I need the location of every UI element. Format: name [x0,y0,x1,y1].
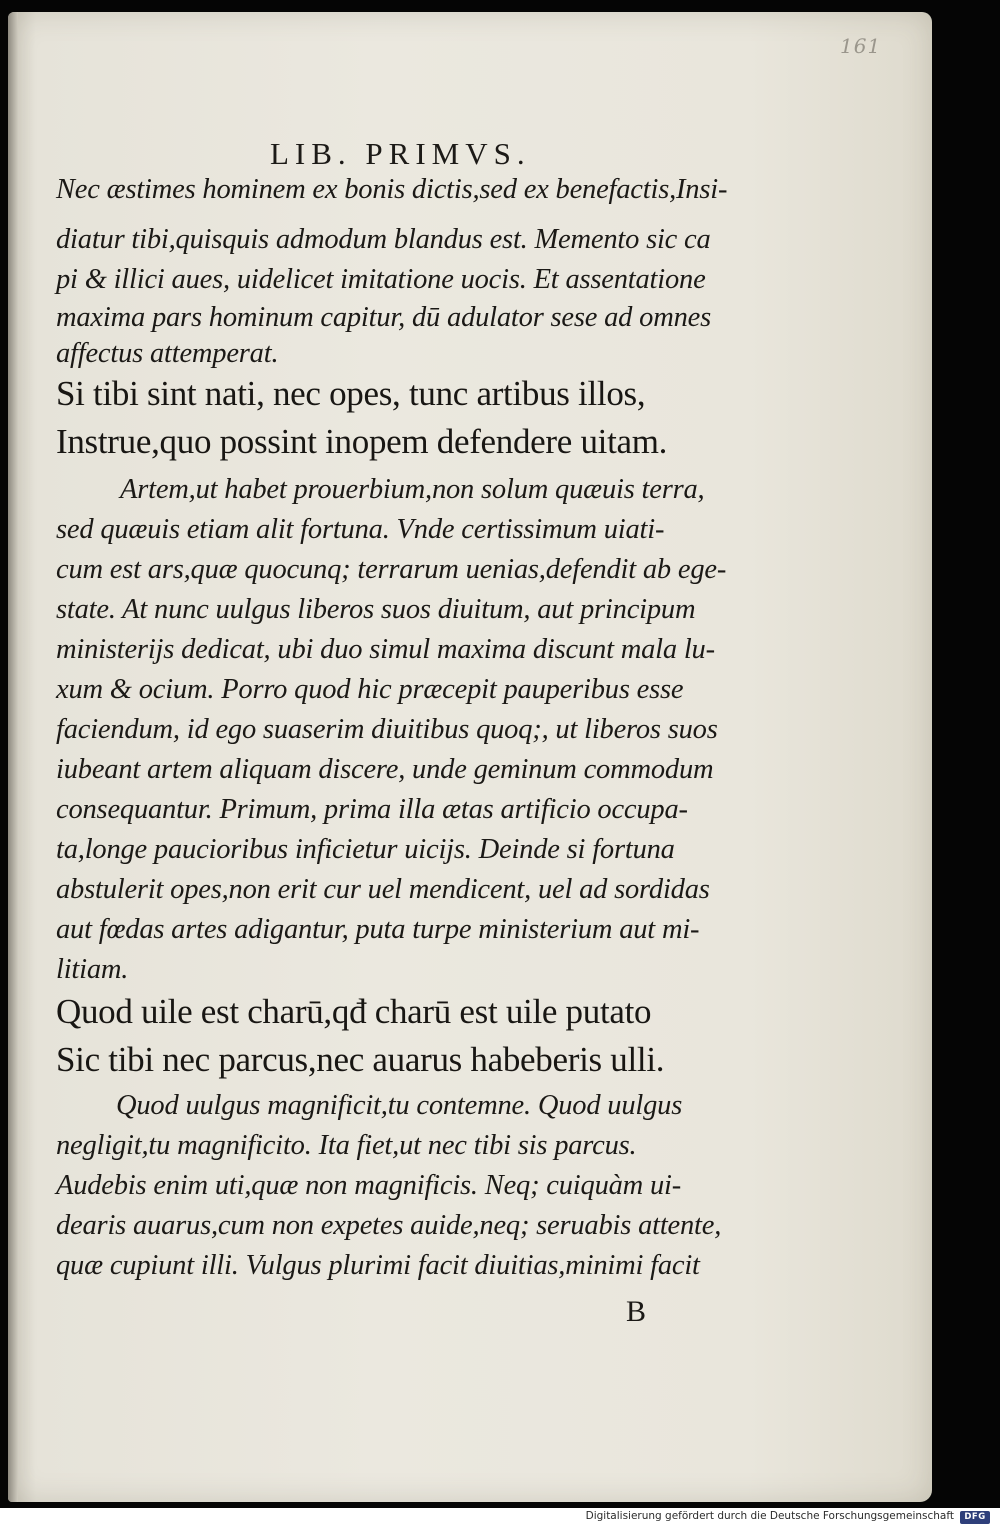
page-gutter [8,12,18,1502]
text-line: quæ cupiunt illi. Vulgus plurimi facit diuitias,minimi facit [56,1250,700,1281]
digitization-credit: Digitalisierung gefördert durch die Deutsche Forschungsgemeinschaft [585,1510,954,1522]
text-line: sed quæuis etiam alit fortuna. Vnde certissimum uiati- [56,514,665,545]
verse-line: Quod uile est charū,qđ charū est uile putato [56,992,652,1031]
text-line: affectus attemperat. [56,338,279,369]
text-line: aut fœdas artes adigantur, puta turpe ministerium aut mi- [56,914,700,945]
text-line: Artem,ut habet prouerbium,non solum quæuis terra, [120,474,705,505]
dfg-logo-icon: DFG [960,1511,990,1524]
text-line: consequantur. Primum, prima illa ætas artificio occupa- [56,794,688,825]
text-line: xum & ocium. Porro quod hic præcepit pauperibus esse [56,674,684,705]
text-line: abstulerit opes,non erit cur uel mendicent, uel ad sordidas [56,874,710,905]
text-line: pi & illici aues, uidelicet imitatione uocis. Et assentatione [56,264,706,295]
text-line: Nec æstimes hominem ex bonis dictis,sed ex benefactis,Insi- [56,174,728,205]
text-line: faciendum, id ego suaserim diuitibus quoq;, ut liberos suos [56,714,718,745]
text-line: state. At nunc uulgus liberos suos diuitum, aut principum [56,594,696,625]
footer-bar [0,1508,1000,1527]
folio-number: 161 [840,34,882,58]
book-page [8,12,932,1502]
text-line: negligit,tu magnificito. Ita fiet,ut nec tibi sis parcus. [56,1130,637,1161]
verse-line: Si tibi sint nati, nec opes, tunc artibus illos, [56,374,646,413]
text-line: Audebis enim uti,quæ non magnificis. Neq; cuiquàm ui- [56,1170,682,1201]
running-head: LIB. PRIMVS. [270,136,531,171]
verse-line: Instrue,quo possint inopem defendere uitam. [56,422,668,461]
text-line: maxima pars hominum capitur, dū adulator sese ad omnes [56,302,711,333]
text-line: litiam. [56,954,129,985]
text-line: iubeant artem aliquam discere, unde geminum commodum [56,754,714,785]
signature-mark: B [626,1295,647,1328]
text-line: cum est ars,quæ quocunq; terrarum uenias,defendit ab ege- [56,554,727,585]
text-line: ministerijs dedicat, ubi duo simul maxima discunt mala lu- [56,634,715,665]
text-line: ta,longe paucioribus inficietur uicijs. Deinde si fortuna [56,834,675,865]
text-line: dearis auarus,cum non expetes auide,neq; seruabis attente, [56,1210,722,1241]
text-line: diatur tibi,quisquis admodum blandus est. Memento sic ca [56,224,711,255]
verse-line: Sic tibi nec parcus,nec auarus habeberis ulli. [56,1040,665,1079]
text-line: Quod uulgus magnificit,tu contemne. Quod uulgus [116,1090,683,1121]
